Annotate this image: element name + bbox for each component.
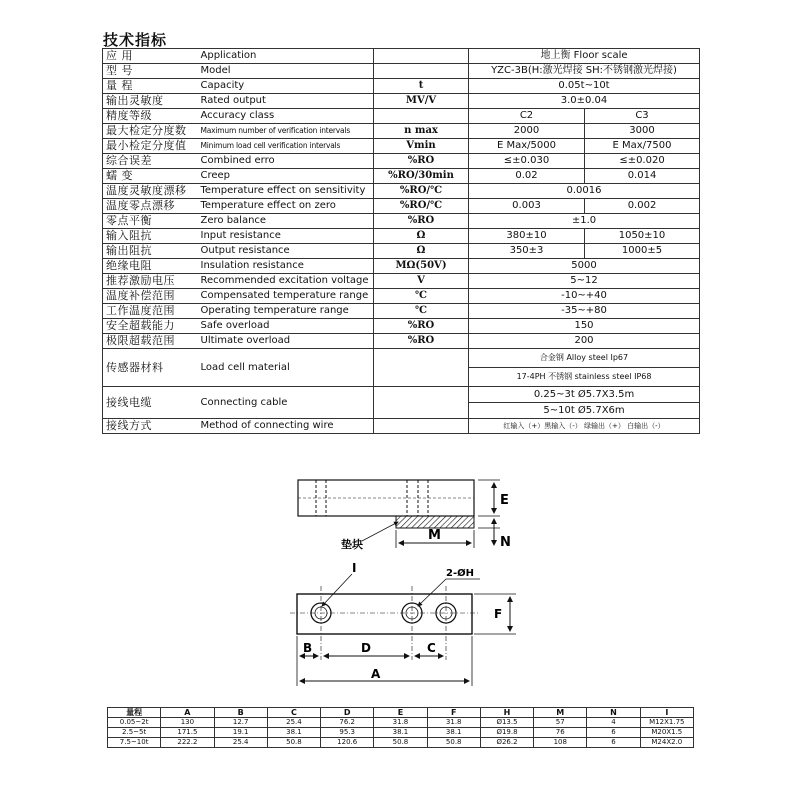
spec-value: -35~+80 [469,304,700,319]
dim-label-B: B [303,641,313,655]
dim-header-cell: M [534,708,587,718]
spec-en-label: Capacity [198,79,374,94]
spec-en-label: Maximum number of verification intervals [198,124,374,139]
dim-header-cell: B [214,708,267,718]
spec-en-label: Compensated temperature range [198,289,374,304]
spec-cn-label: 接线方式 [103,419,198,434]
spec-en-label: Operating temperature range [198,304,374,319]
spec-value: 17-4PH 不锈钢 stainless steel IP68 [469,368,700,387]
spec-cn-label: 安全超载能力 [103,319,198,334]
spec-value-1: ≤±0.030 [469,154,585,169]
spec-symbol: %RO/℃ [374,184,469,199]
spec-en-label: Minimum load cell verification intervals [198,139,374,154]
spec-en-label: Application [198,49,374,64]
dim-cell: 6 [587,738,640,748]
dim-cell: 120.6 [321,738,374,748]
spec-symbol: ℃ [374,289,469,304]
spec-cn-label: 输出阻抗 [103,244,198,259]
spec-cn-label: 零点平衡 [103,214,198,229]
spec-en-label: Input resistance [198,229,374,244]
dim-cell: 38.1 [427,728,480,738]
spec-en-label: Output resistance [198,244,374,259]
spec-symbol: MΩ(50V) [374,259,469,274]
dimension-table [107,707,694,748]
dim-cell: 76 [534,728,587,738]
spec-symbol: %RO [374,154,469,169]
spec-value-1: C2 [469,109,585,124]
spec-symbol: MV/V [374,94,469,109]
spec-value: 5~10t Ø5.7X6m [469,403,700,419]
dim-header-cell: E [374,708,427,718]
spec-value: 150 [469,319,700,334]
dim-cell: 222.2 [161,738,214,748]
dim-cell: M12X1.75 [640,718,693,728]
spec-value: 3.0±0.04 [469,94,700,109]
spec-en-label: Safe overload [198,319,374,334]
spec-symbol: V [374,274,469,289]
spec-en-label: Load cell material [198,349,374,387]
spec-cn-label: 极限超载范围 [103,334,198,349]
dim-row [108,738,694,748]
dim-header-row [108,708,694,718]
dim-label-M: M [428,528,441,543]
dim-header-cell: C [267,708,320,718]
dim-cell: 38.1 [374,728,427,738]
spec-value-1: 2000 [469,124,585,139]
spec-value: YZC-3B(H:激光焊接 SH:不锈钢激光焊接) [469,64,700,79]
spec-value-1: 350±3 [469,244,585,259]
spec-cn-label: 温度灵敏度漂移 [103,184,198,199]
spec-value-1: E Max/5000 [469,139,585,154]
spec-symbol: Vmin [374,139,469,154]
spec-cn-label: 量 程 [103,79,198,94]
spec-cn-label: 最小检定分度值 [103,139,198,154]
dim-cell: 50.8 [267,738,320,748]
pad-label: 垫块 [341,538,363,551]
spec-en-label: Accuracy class [198,109,374,124]
top-view [290,561,516,686]
dim-cell: Ø19.8 [480,728,533,738]
dim-header-cell: N [587,708,640,718]
spec-symbol: %RO/30min [374,169,469,184]
spec-symbol: Ω [374,244,469,259]
spec-cn-label: 输出灵敏度 [103,94,198,109]
spec-en-label: Combined erro [198,154,374,169]
spec-value: 地上衡 Floor scale [469,49,700,64]
dim-row [108,718,694,728]
dim-label-C: C [427,641,436,655]
dim-cell: 31.8 [374,718,427,728]
spec-value-2: C3 [585,109,700,124]
dim-header-cell: 量程 [108,708,161,718]
dim-header-cell: F [427,708,480,718]
spec-value-2: 1000±5 [585,244,700,259]
dim-header-cell: D [321,708,374,718]
spec-en-label: Zero balance [198,214,374,229]
dim-label-I: I [352,561,357,575]
spec-symbol: ℃ [374,304,469,319]
spec-cn-label: 应 用 [103,49,198,64]
spec-value: -10~+40 [469,289,700,304]
dim-cell: 25.4 [214,738,267,748]
spec-en-label: Ultimate overload [198,334,374,349]
dim-cell: M24X2.0 [640,738,693,748]
spec-cn-label: 最大检定分度数 [103,124,198,139]
dim-cell: 4 [587,718,640,728]
dim-row [108,728,694,738]
dim-cell: 19.1 [214,728,267,738]
spec-en-label: Model [198,64,374,79]
spec-cn-label: 精度等级 [103,109,198,124]
dim-cell: 6 [587,728,640,738]
spec-en-label: Creep [198,169,374,184]
dim-cell: 31.8 [427,718,480,728]
spec-symbol: Ω [374,229,469,244]
spec-value: 合金钢 Alloy steel Ip67 [469,349,700,368]
spec-value: 0.25~3t Ø5.7X3.5m [469,387,700,403]
dim-cell: 7.5~10t [108,738,161,748]
spec-cn-label: 蠕 变 [103,169,198,184]
spec-value-1: 0.02 [469,169,585,184]
dim-label-H: 2-ØH [446,568,474,579]
spec-cn-label: 输入阻抗 [103,229,198,244]
spec-value-1: 380±10 [469,229,585,244]
dim-label-A: A [371,667,381,681]
dim-cell: 95.3 [321,728,374,738]
dim-cell: 130 [161,718,214,728]
spec-cn-label: 工作温度范围 [103,304,198,319]
spec-cn-label: 温度零点漂移 [103,199,198,214]
spec-value-2: 3000 [585,124,700,139]
side-view [298,480,511,551]
dim-cell: 50.8 [427,738,480,748]
spec-value: ±1.0 [469,214,700,229]
spec-cn-label: 接线电缆 [103,387,198,419]
dim-cell: 171.5 [161,728,214,738]
spec-en-label: Connecting cable [198,387,374,419]
dim-label-N: N [500,535,511,550]
spec-symbol: n max [374,124,469,139]
spec-symbol: %RO [374,214,469,229]
spec-cn-label: 推荐激励电压 [103,274,198,289]
spec-cn-label: 温度补偿范围 [103,289,198,304]
spec-value: 0.05t~10t [469,79,700,94]
spec-value: 200 [469,334,700,349]
dim-cell: 25.4 [267,718,320,728]
dim-cell: 0.05~2t [108,718,161,728]
dim-cell: 38.1 [267,728,320,738]
spec-en-label: Temperature effect on sensitivity [198,184,374,199]
pad-block [396,516,474,528]
spec-value-1: 0.003 [469,199,585,214]
spec-cn-label: 绝缘电阻 [103,259,198,274]
page-title: 技术指标 [103,31,168,49]
spec-value: 5000 [469,259,700,274]
spec-symbol: %RO [374,319,469,334]
dim-header-cell: A [161,708,214,718]
spec-value: 5~12 [469,274,700,289]
spec-symbol: t [374,79,469,94]
dim-label-F: F [494,607,503,621]
spec-en-label: Temperature effect on zero [198,199,374,214]
spec-value-2: E Max/7500 [585,139,700,154]
dim-header-cell: H [480,708,533,718]
dim-cell: 50.8 [374,738,427,748]
spec-value-2: ≤±0.020 [585,154,700,169]
spec-value-2: 0.014 [585,169,700,184]
dim-cell: 76.2 [321,718,374,728]
spec-value: 0.0016 [469,184,700,199]
dim-cell: M20X1.5 [640,728,693,738]
dim-cell: Ø26.2 [480,738,533,748]
spec-cn-label: 型 号 [103,64,198,79]
dim-cell: 108 [534,738,587,748]
spec-en-label: Method of connecting wire [198,419,374,434]
dim-label-E: E [500,493,509,508]
spec-en-label: Rated output [198,94,374,109]
dim-label-D: D [361,641,371,655]
spec-en-label: Insulation resistance [198,259,374,274]
spec-symbol: %RO [374,334,469,349]
spec-value-2: 0.002 [585,199,700,214]
dim-header-cell: I [640,708,693,718]
spec-value-2: 1050±10 [585,229,700,244]
spec-value: 红输入（+）黑输入（-） 绿输出（+） 白输出（-） [469,419,700,434]
spec-symbol: %RO/℃ [374,199,469,214]
dim-cell: Ø13.5 [480,718,533,728]
dim-cell: 57 [534,718,587,728]
spec-en-label: Recommended excitation voltage [198,274,374,289]
spec-cn-label: 传感器材料 [103,349,198,387]
spec-cn-label: 综合误差 [103,154,198,169]
dim-cell: 12.7 [214,718,267,728]
dim-cell: 2.5~5t [108,728,161,738]
